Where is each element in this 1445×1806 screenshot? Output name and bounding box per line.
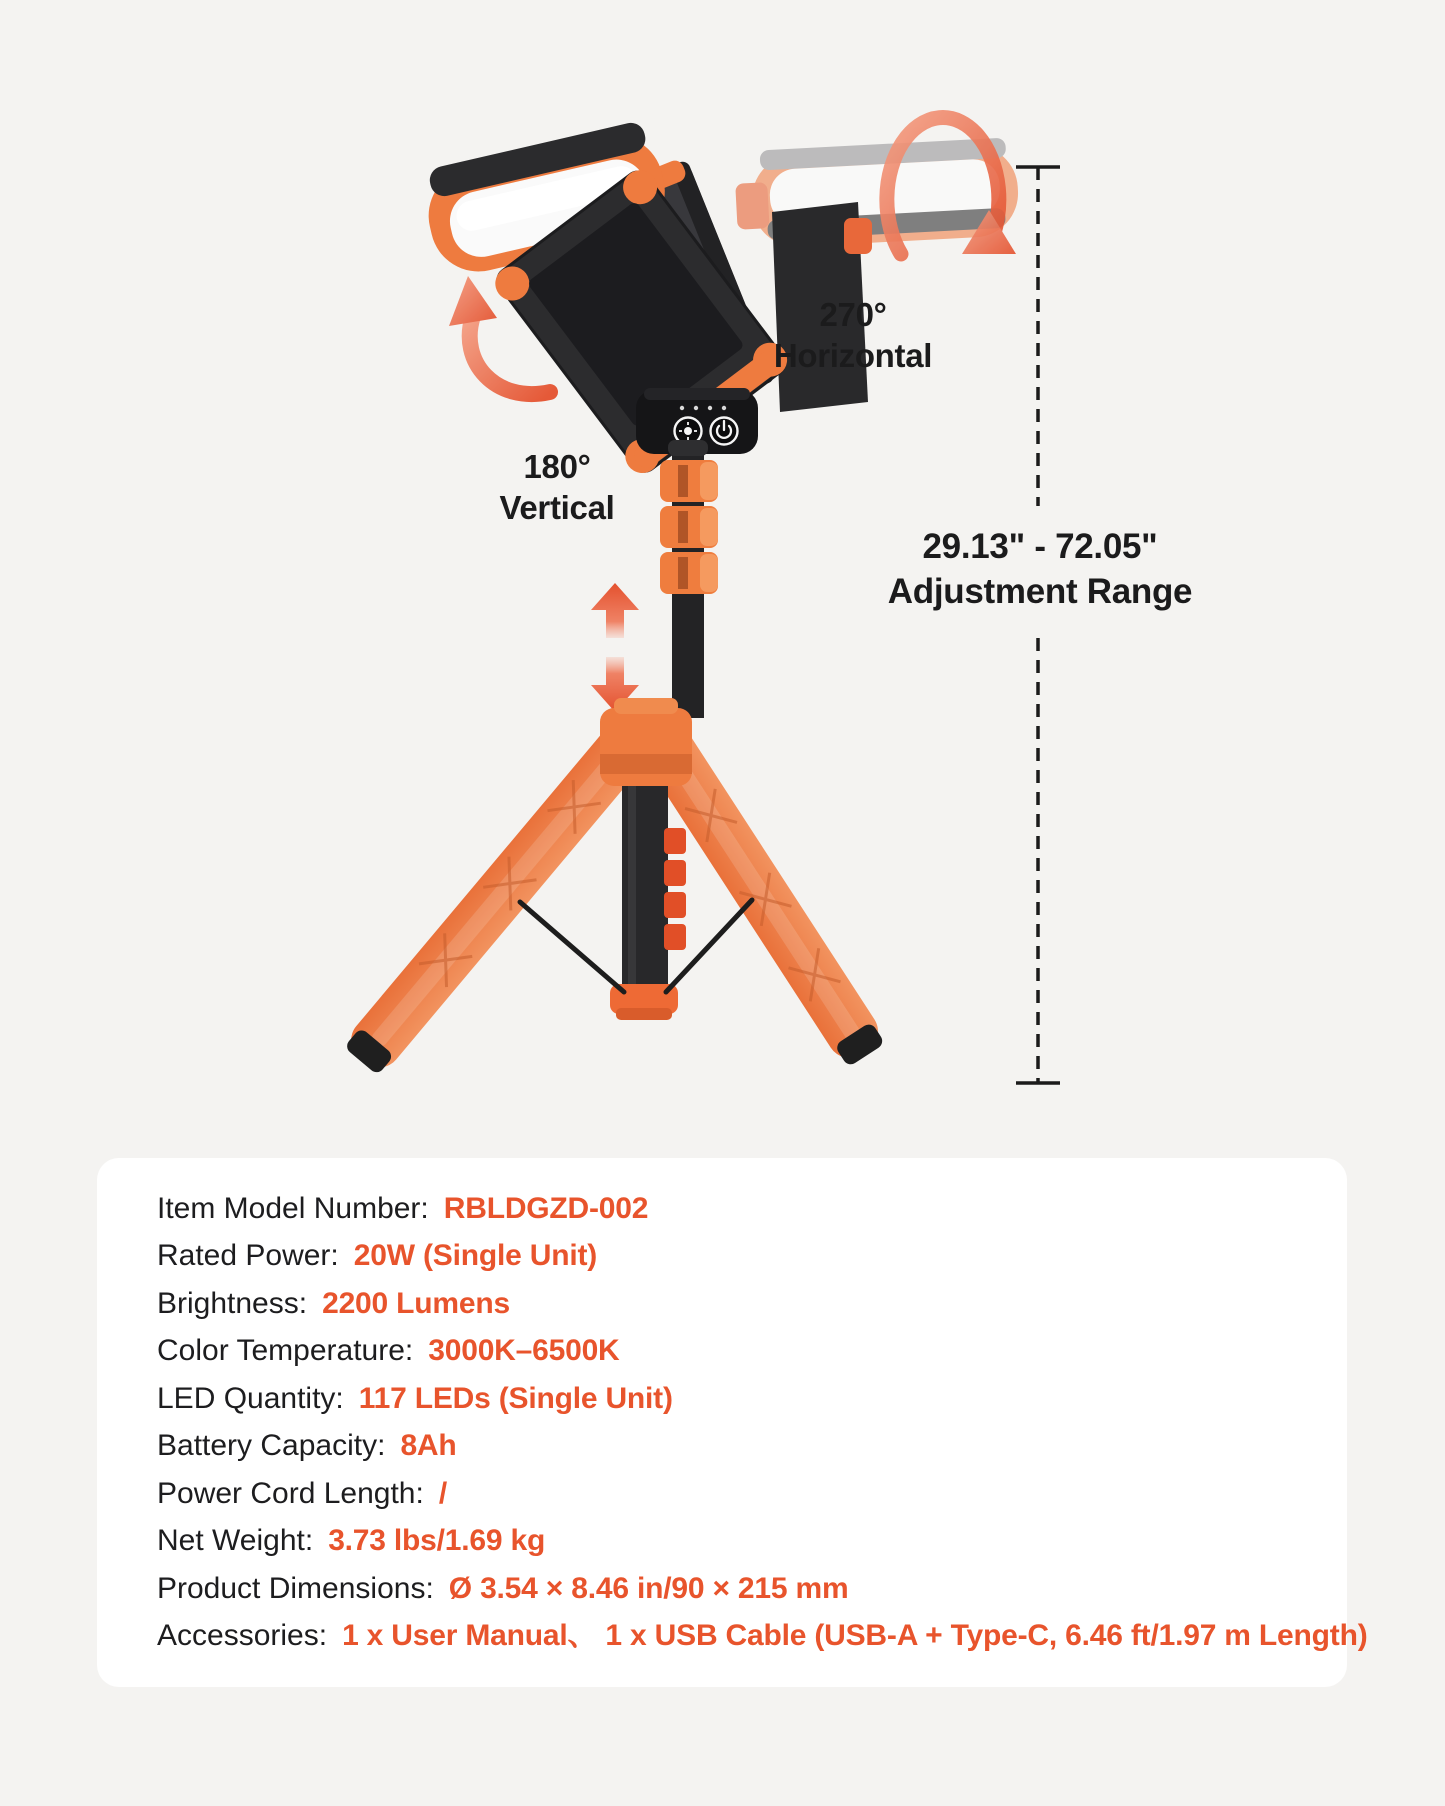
spec-row-dimensions	[157, 1572, 1307, 1606]
horizontal-rotation-label	[703, 294, 1003, 376]
tripod-hub	[600, 698, 692, 786]
spec-row-rated-power	[157, 1239, 1307, 1273]
spec-row-color-temperature	[157, 1334, 1307, 1368]
spec-value: Ø 3.54 × 8.46 in/90 × 215 mm	[448, 1571, 849, 1605]
spec-label: Product Dimensions:	[157, 1571, 434, 1605]
spec-label: Battery Capacity:	[157, 1429, 386, 1463]
spec-value: 117 LEDs (Single Unit)	[358, 1381, 673, 1415]
spec-value: 3000K–6500K	[428, 1334, 620, 1368]
spec-label: Accessories:	[157, 1618, 328, 1652]
pole-clamp	[660, 552, 718, 594]
spec-row-led-quantity	[157, 1382, 1307, 1416]
vertical-rotation-degrees: 180°	[523, 448, 591, 485]
spec-row-power-cord	[157, 1477, 1307, 1511]
spec-value: 1 x User Manual、 1 x USB Cable (USB-A + Type-C, 6.46 ft/1.97 m Length)	[342, 1618, 1368, 1652]
spec-row-brightness	[157, 1287, 1307, 1321]
spec-row-battery-capacity	[157, 1429, 1307, 1463]
adjustment-range-line	[1016, 167, 1060, 1083]
horizontal-rotation-degrees: 270°	[819, 296, 887, 333]
spec-label: Brightness:	[157, 1286, 308, 1320]
spec-value: RBLDGZD-002	[443, 1192, 649, 1225]
spec-label: LED Quantity:	[157, 1381, 344, 1415]
spec-card	[97, 1158, 1368, 1687]
spec-label: Net Weight:	[157, 1524, 314, 1558]
spec-value: 2200 Lumens	[322, 1286, 510, 1320]
spec-row-model	[157, 1192, 1307, 1226]
spec-label: Color Temperature:	[157, 1334, 414, 1368]
spec-value: 20W (Single Unit)	[353, 1239, 598, 1273]
spec-value: /	[438, 1476, 447, 1510]
spec-row-net-weight	[157, 1524, 1307, 1558]
spec-row-accessories	[157, 1618, 1368, 1653]
height-up-arrow-icon	[591, 583, 639, 638]
adjustment-range-label	[840, 524, 1240, 614]
spec-value: 3.73 lbs/1.69 kg	[328, 1524, 546, 1558]
spec-label: Power Cord Length:	[157, 1476, 424, 1510]
spec-label: Item Model Number:	[157, 1192, 429, 1225]
horizontal-rotation-word: Horizontal	[773, 337, 933, 374]
vertical-rotation-label	[407, 446, 707, 528]
adjustment-range-word: Adjustment Range	[887, 572, 1193, 611]
power-button-icon	[711, 418, 738, 445]
tripod-center-column	[622, 780, 686, 986]
vertical-rotation-word: Vertical	[499, 489, 615, 526]
spec-label: Rated Power:	[157, 1239, 339, 1273]
spec-value: 8Ah	[400, 1429, 457, 1463]
adjustment-range-values: 29.13" - 72.05"	[922, 527, 1158, 566]
